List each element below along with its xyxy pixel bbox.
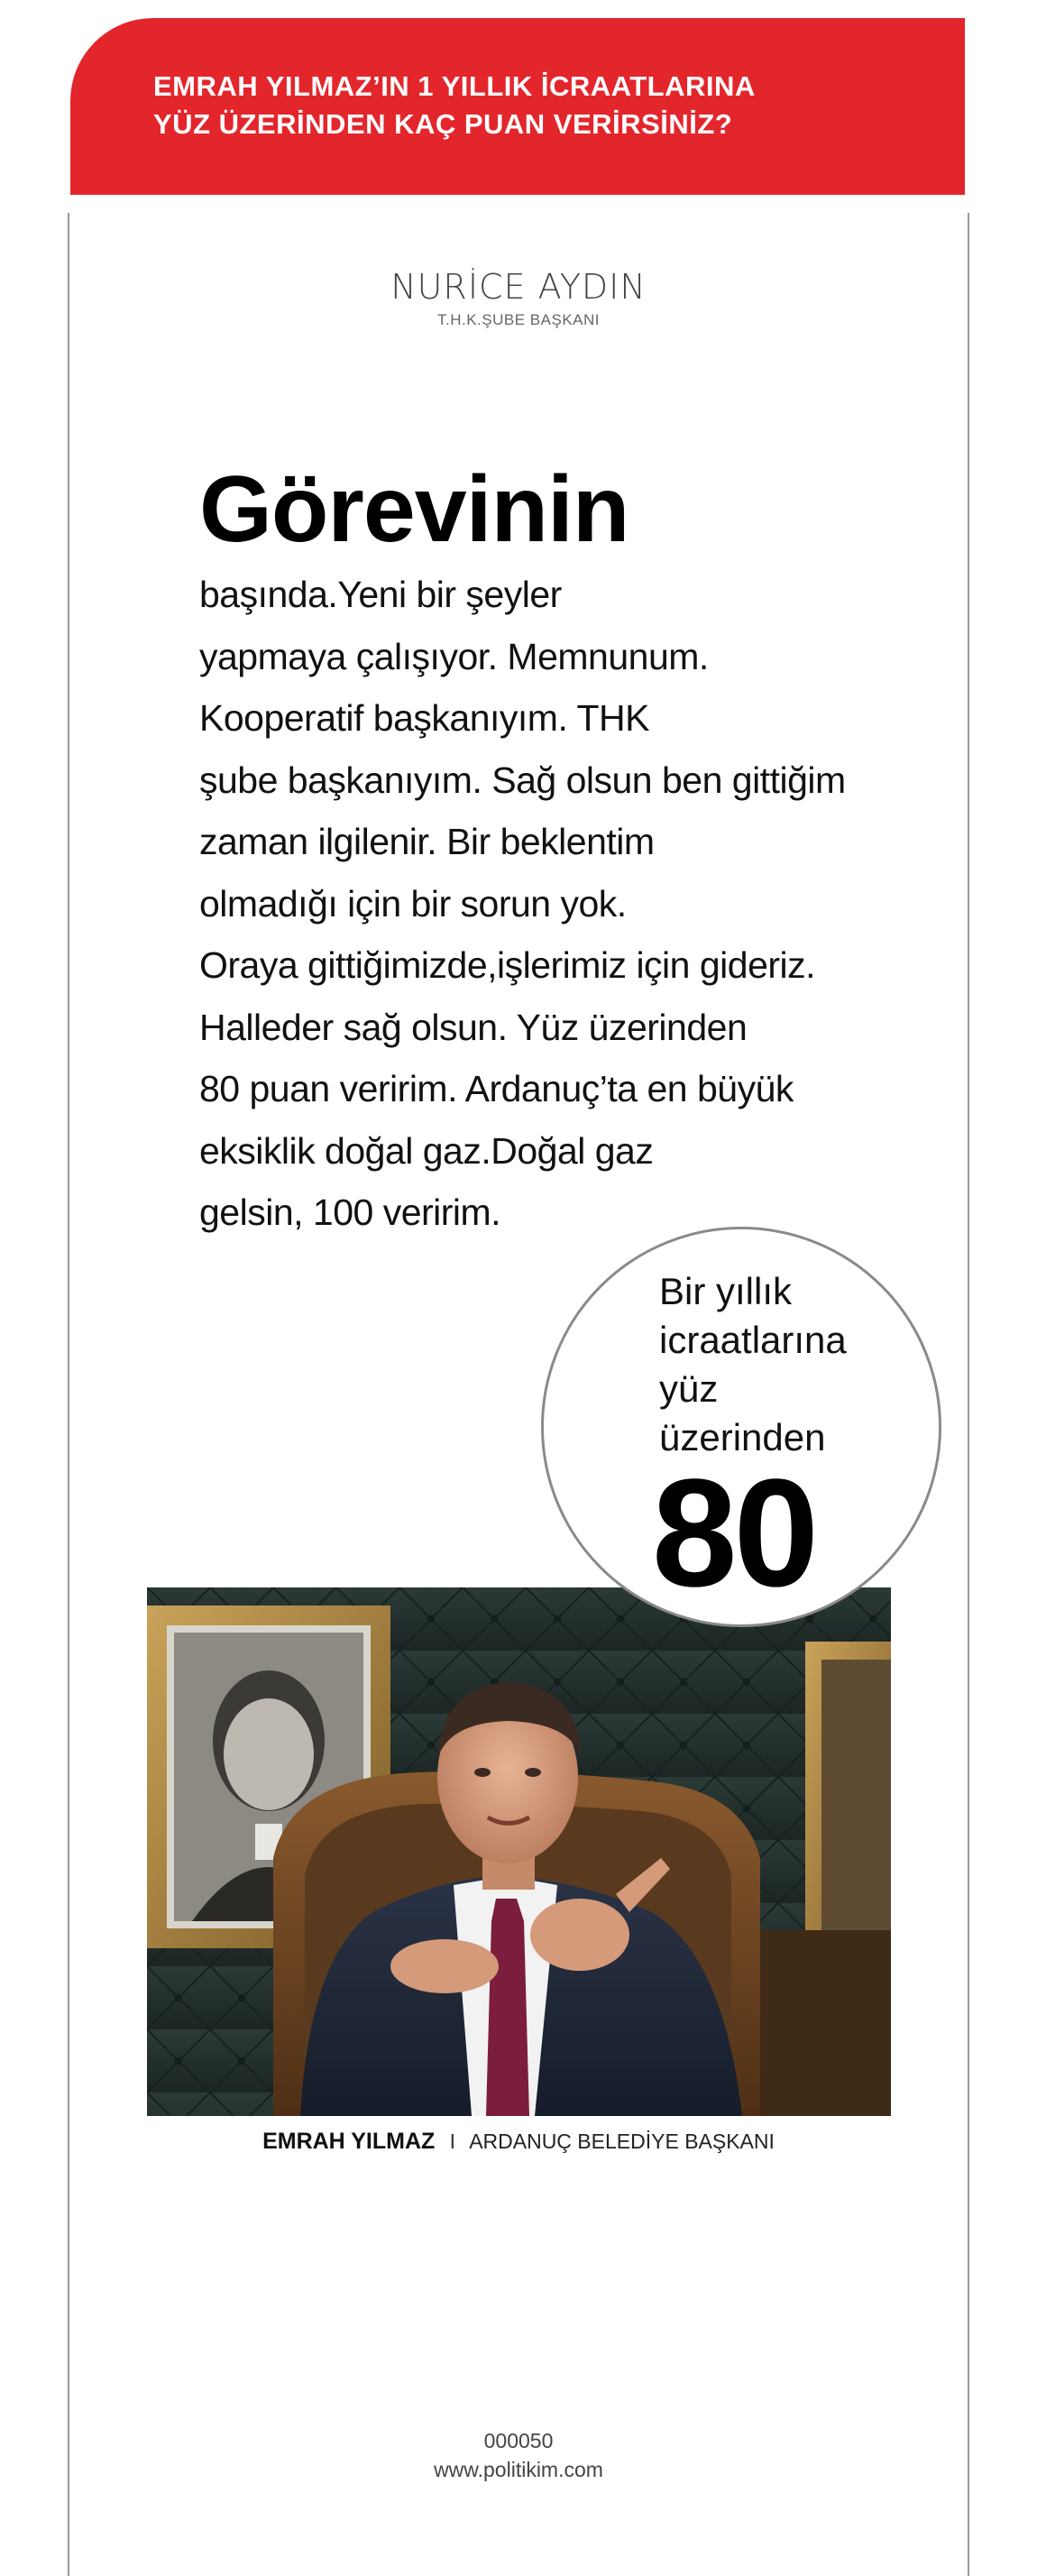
quote-lead-word: Görevinin — [199, 457, 629, 562]
quote-line: olmadığı için bir sorun yok. — [199, 882, 627, 925]
quote-line: eksiklik doğal gaz.Doğal gaz — [199, 1129, 654, 1172]
frame-border-right — [968, 213, 969, 2576]
score-label-line: Bir yıllık — [659, 1270, 792, 1312]
score-label-line: üzerinden — [659, 1416, 826, 1458]
score-label-line: icraatlarına — [659, 1319, 847, 1361]
byline — [0, 266, 1037, 329]
photo-caption — [0, 2129, 1037, 2155]
quote-line: Halleder sağ olsun. Yüz üzerinden — [199, 1006, 748, 1048]
quote-line: 80 puan veririm. Ardanuç’ta en büyük — [199, 1068, 794, 1109]
quote-line: Oraya gittiğimizde,işlerimiz için gideriz. — [199, 944, 816, 986]
quote-line: zaman ilgilenir. Bir beklentim — [199, 821, 655, 862]
frame-border-left — [68, 213, 69, 2576]
score-badge — [541, 1227, 941, 1627]
quote-line: şube başkanıyım. Sağ olsun ben gittiğim — [199, 759, 846, 801]
score-value: 80 — [652, 1448, 816, 1619]
caption-name: EMRAH YILMAZ — [262, 2129, 436, 2154]
quote-block — [199, 455, 885, 1244]
quote-line: başında.Yeni bir şeyler — [199, 574, 562, 615]
header-banner — [70, 18, 965, 195]
page-code: 000050 — [483, 2429, 554, 2452]
byline-title: T.H.K.ŞUBE BAŞKANI — [437, 311, 600, 328]
header-question-line-2: YÜZ ÜZERİNDEN KAÇ PUAN VERİRSİNİZ? — [153, 108, 733, 140]
byline-name: NURİCE AYDIN — [390, 267, 647, 307]
quote-line: yapmaya çalışıyor. Memnunum. — [199, 635, 709, 677]
mayor-photo — [147, 1587, 891, 2116]
header-question-line-1: EMRAH YILMAZ’IN 1 YILLIK İCRAATLARINA — [153, 70, 756, 102]
quote-line: gelsin, 100 veririm. — [199, 1191, 501, 1233]
score-text — [652, 1267, 847, 1619]
website-link[interactable]: www.politikim.com — [434, 2458, 603, 2481]
score-label-line: yüz — [659, 1367, 719, 1410]
footer — [0, 2426, 1037, 2484]
caption-title: ARDANUÇ BELEDİYE BAŞKANI — [469, 2130, 775, 2153]
quote-line: Kooperatif başkanıyım. THK — [199, 697, 649, 739]
caption-separator: I — [449, 2130, 456, 2153]
